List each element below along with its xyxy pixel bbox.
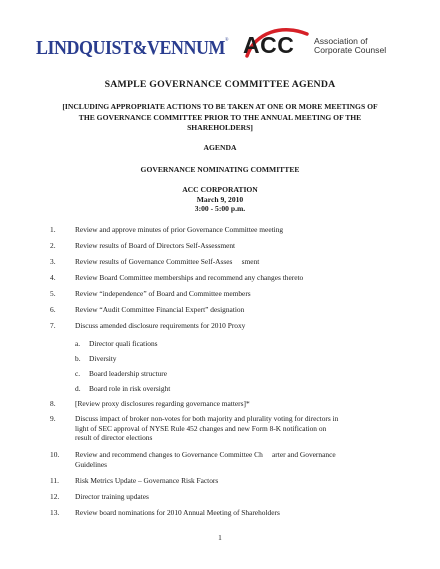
item-text-line: result of director elections: [75, 433, 153, 442]
item-number: a.: [75, 339, 81, 348]
page-number: 1: [218, 533, 222, 542]
item-text-line: Review “Audit Committee Financial Expert” designation: [75, 305, 245, 314]
subtitle: [INCLUDING APPROPRIATE ACTIONS TO BE TAKEN AT ONE OR MORE MEETINGS OF THE GOVERNANCE COMMITTEE PRIOR TO THE ANNUAL MEETING OF THE SHAREHOLDERS]: [62, 102, 378, 133]
item-text: [75, 289, 405, 299]
item-text: [75, 257, 405, 267]
item-text: [75, 508, 405, 518]
item-number: 9.: [50, 414, 56, 423]
item-number: 10.: [50, 450, 60, 459]
item-number: b.: [75, 354, 81, 363]
meeting-info: ACC CORPORATION March 9, 2010 3:00 - 5:00 p.m.: [182, 185, 258, 214]
item-text-line: Review and recommend changes to Governance Committee Ch arter and Governance: [75, 450, 336, 459]
item-text-line: Guidelines: [75, 459, 108, 469]
item-number: 3.: [50, 257, 56, 266]
item-text-line: Board leadership structure: [89, 369, 167, 378]
item-text-line: Review results of Board of Directors Self-Assessment: [75, 241, 236, 250]
item-text-line: Risk Metrics Update – Governance Risk Factors: [75, 476, 219, 485]
item-text: [75, 450, 405, 469]
item-text: [75, 476, 405, 486]
item-text-line: Review results of Governance Committee Self-Asses sment: [75, 257, 260, 266]
item-text-line: Board role in risk oversight: [89, 384, 171, 393]
item-text-line: Review and approve minutes of prior Governance Committee meeting: [75, 225, 284, 234]
item-number: 4.: [50, 273, 56, 282]
item-number: 7.: [50, 321, 56, 330]
item-text: [75, 305, 405, 315]
item-number: 12.: [50, 492, 60, 501]
item-number: 6.: [50, 305, 56, 314]
item-text: [75, 492, 405, 502]
item-number: 11.: [50, 476, 59, 485]
item-text: [75, 414, 405, 443]
item-number: 2.: [50, 241, 56, 250]
item-text-line: Director training updates: [75, 492, 149, 501]
item-text: [75, 321, 405, 331]
acc-tagline: Association of Corporate Counsel: [314, 36, 387, 55]
item-text-line: Diversity: [89, 354, 117, 363]
acc-wordmark: ACC: [243, 32, 295, 58]
item-number: 8.: [50, 399, 56, 408]
item-text: [89, 339, 389, 349]
item-text-line: Director quali fications: [89, 339, 158, 348]
item-number: 5.: [50, 289, 56, 298]
item-number: 13.: [50, 508, 60, 517]
item-number: c.: [75, 369, 81, 378]
item-text-line: Discuss impact of broker non-votes for both majority and plurality voting for directors in: [75, 414, 339, 423]
item-text-line: Review “independence” of Board and Committee members: [75, 289, 251, 298]
item-number: 1.: [50, 225, 56, 234]
committee-heading: GOVERNANCE NOMINATING COMMITTEE: [140, 165, 300, 174]
item-text-line: [Review proxy disclosures regarding governance matters]*: [75, 399, 250, 408]
item-text-line: Review Board Committee memberships and recommend any changes thereto: [75, 273, 304, 282]
agenda-heading: AGENDA: [203, 143, 237, 152]
item-text-line: Discuss amended disclosure requirements for 2010 Proxy: [75, 321, 246, 330]
item-text: [89, 369, 389, 379]
item-text: [89, 354, 389, 364]
lindquist-vennum-logo: LINDQUIST&VENNUM®: [36, 38, 229, 59]
acc-logo: [243, 26, 393, 62]
item-text-line: light of SEC approval of NYSE Rule 452 changes and new Form 8-K notification on: [75, 423, 327, 433]
page-title: SAMPLE GOVERNANCE COMMITTEE AGENDA: [104, 79, 336, 90]
item-text: [75, 225, 405, 235]
item-text: [75, 273, 405, 283]
item-number: d.: [75, 384, 81, 393]
item-text: [75, 399, 405, 409]
item-text: [75, 241, 405, 251]
item-text-line: Review board nominations for 2010 Annual Meeting of Shareholders: [75, 508, 280, 517]
item-text: [89, 384, 389, 394]
